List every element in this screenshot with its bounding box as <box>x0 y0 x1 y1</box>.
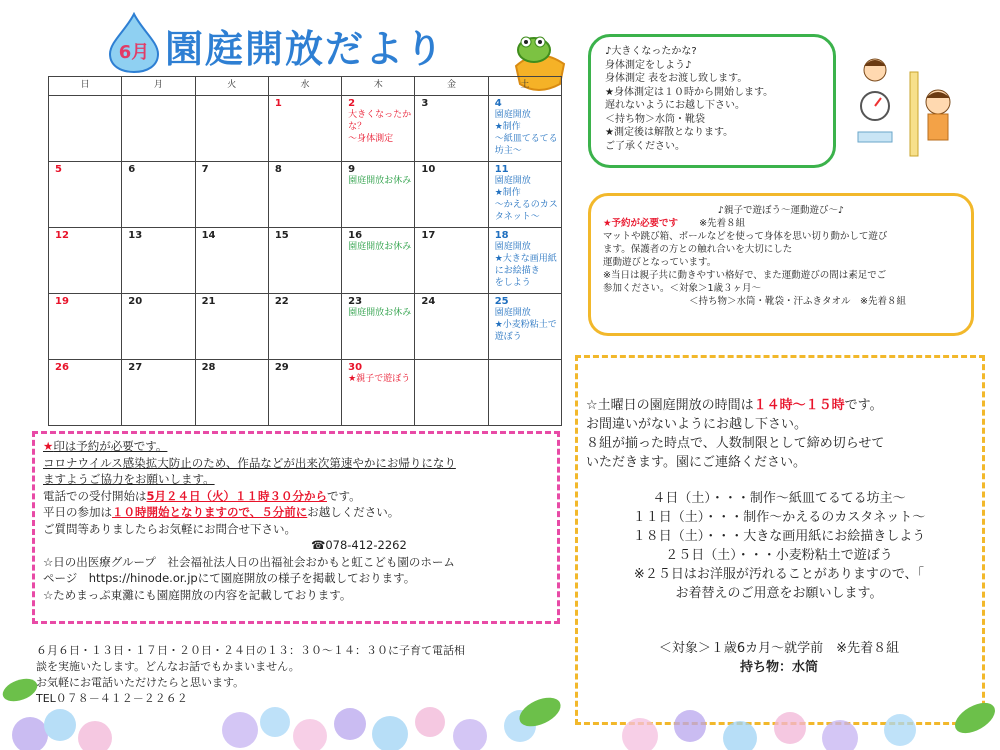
calendar-event-text: 園庭開放お休み <box>348 242 412 252</box>
calendar-event-text: 大きくなったかな？ <box>348 110 412 132</box>
weekday-header: 金 <box>415 77 488 96</box>
day-number: 24 <box>421 296 436 307</box>
notice-line: 印は予約が必要です。 <box>53 439 168 453</box>
calendar-day-cell <box>342 162 415 228</box>
calendar-day-cell <box>268 294 341 360</box>
calendar-day-cell <box>195 96 268 162</box>
calendar-day-cell <box>268 360 341 426</box>
exercise-line: ます。保護者の方との触れ合いを大切にした <box>603 244 793 255</box>
exercise-line: 参加ください。＜対象＞1歳３ヶ月〜 <box>603 283 762 294</box>
calendar-day-cell <box>49 228 122 294</box>
calendar-day-cell <box>49 96 122 162</box>
consult-line: TEL０７８－４１２－２２６２ <box>36 692 188 705</box>
phone-number: ☎078-412-2262 <box>311 538 407 552</box>
calendar-event-text: 〜身体測定 <box>348 134 394 144</box>
calendar-event-text: 園庭開放 <box>494 308 531 318</box>
notice-line: 平日の参加は <box>43 505 112 519</box>
weekend-items: 持ち物：水筒 <box>739 660 818 675</box>
consult-line: お気軽にお電話いただけたらと思います。 <box>36 676 245 689</box>
day-number: 3 <box>421 98 429 109</box>
consult-line: ６月６日・１３日・１７日・２０日・２４日の１３：３０〜１４：３０に子育て電話相 <box>36 644 465 657</box>
calendar-week-row <box>49 360 562 426</box>
exercise-title: ♪親子で遊ぼう〜運動遊び〜♪ <box>717 205 845 216</box>
parent-child-exercise-box <box>588 193 974 336</box>
day-number: 27 <box>128 362 143 373</box>
calendar-event-text: ★制作 <box>494 122 521 132</box>
calendar-grid <box>48 76 562 426</box>
schedule-note: お着替えのご用意をお願いします。 <box>675 586 883 601</box>
page-title: 園庭開放だより <box>165 27 446 71</box>
first-come-note: ※先着８組 <box>699 218 746 229</box>
calendar-event-text: 〜かえるのカスタネット〜 <box>494 200 558 222</box>
children-measuring-icon <box>848 52 976 162</box>
calendar-day-cell <box>49 360 122 426</box>
body-measurement-box <box>588 34 836 168</box>
calendar-day-cell <box>342 96 415 162</box>
calendar-day-cell <box>342 228 415 294</box>
calendar-event-text: ★親子で遊ぼう <box>348 374 411 384</box>
reservation-required: ★予約が必要です <box>603 218 679 229</box>
weekend-time: １４時〜１５時 <box>753 398 845 413</box>
day-number: 1 <box>274 98 282 109</box>
calendar-week-row <box>49 96 562 162</box>
calendar-day-cell <box>122 228 195 294</box>
notice-line: コロナウイルス感染拡大防止のため、作品などが出来次第速やかにお帰りになり <box>43 455 456 470</box>
measure-line: 遅れないようにお越し下さい。 <box>605 100 745 111</box>
day-number: 2 <box>348 98 356 109</box>
day-number <box>489 360 561 362</box>
measure-line: ★測定後は解散となります。 <box>605 127 734 138</box>
calendar-day-cell <box>122 360 195 426</box>
measure-line: ご了承ください。 <box>605 140 685 152</box>
calendar-event-text: ★制作 <box>494 188 521 198</box>
schedule-line: ２５日（土）・・・小麦粉粘土で遊ぼう <box>665 548 893 563</box>
calendar-day-cell <box>415 96 488 162</box>
weekend-line: ８組が揃った時点で、人数制限として締め切らせて <box>586 436 885 451</box>
calendar-week-row <box>49 228 562 294</box>
calendar-day-cell <box>488 162 561 228</box>
notice-line: ご質問等ありましたらお気軽にお問合せ下さい。 <box>43 521 296 536</box>
schedule-line: １１日（土）・・・制作〜かえるのカスタネット〜 <box>632 510 926 525</box>
day-number: 6 <box>128 164 136 175</box>
day-number: 23 <box>348 296 363 307</box>
weekday-header: 日 <box>49 77 122 96</box>
measure-line: ＜持ち物＞水筒・靴袋 <box>605 113 705 125</box>
day-number: 19 <box>55 296 69 307</box>
calendar-event-text: をしよう <box>494 278 531 288</box>
day-number <box>122 96 194 98</box>
measure-line: ★身体測定は１０時から開始します。 <box>605 86 774 98</box>
calendar-day-cell <box>488 294 561 360</box>
weekday-header: 火 <box>195 77 268 96</box>
calendar-day-cell <box>268 96 341 162</box>
day-number: 30 <box>348 362 363 373</box>
calendar-event-text: 園庭開放 <box>494 110 531 120</box>
calendar-day-cell <box>488 96 561 162</box>
exercise-line: 運動遊びとなっています。 <box>603 257 717 268</box>
calendar-day-cell <box>415 228 488 294</box>
calendar-day-cell <box>195 228 268 294</box>
calendar-event-text: 園庭開放お休み <box>348 176 412 186</box>
weekday-header: 水 <box>268 77 341 96</box>
day-number: 15 <box>274 230 289 241</box>
calendar-event-text: 園庭開放お休み <box>348 308 412 318</box>
month-badge-text: 6月 <box>118 42 150 63</box>
calendar-day-cell <box>415 162 488 228</box>
calendar-day-cell <box>195 360 268 426</box>
calendar-event-text: 〜紙皿てるてる坊主〜 <box>494 134 558 156</box>
measure-line: ♪大きくなったかな? <box>605 46 697 57</box>
exercise-line: ※当日は親子共に動きやすい格好で、また運動遊びの間は素足でご <box>603 270 887 281</box>
day-number: 10 <box>421 164 436 175</box>
weekday-header: 土 <box>488 77 561 96</box>
day-number <box>49 96 121 98</box>
reservation-start-date: 5月２４日（火）１１時３０分から <box>146 488 327 503</box>
calendar-day-cell <box>342 360 415 426</box>
exercise-items: ＜持ち物＞水筒・靴袋・汗ふきタオル ※先着８組 <box>689 296 906 307</box>
day-number: 11 <box>494 164 509 175</box>
calendar-day-cell <box>122 294 195 360</box>
schedule-note: ※２５日はお洋服が汚れることがありますので、「 <box>633 567 925 582</box>
day-number <box>415 360 487 362</box>
calendar-day-cell <box>488 228 561 294</box>
calendar-day-cell <box>122 96 195 162</box>
notice-line: ページ https://hinode.or.jpにて園庭開放の様子を掲載しております。 <box>43 571 416 585</box>
notice-line-end: です。 <box>327 488 361 503</box>
calendar-event-text: ★大きな画用紙にお絵描き <box>494 254 557 276</box>
weekend-intro: ☆土曜日の園庭開放の時間は <box>586 398 754 413</box>
day-number: 29 <box>274 362 289 373</box>
calendar-day-cell <box>49 162 122 228</box>
weekend-target: ＜対象＞１歳6カ月〜就学前 ※先着８組 <box>658 641 900 656</box>
day-number: 17 <box>421 230 436 241</box>
day-number: 22 <box>274 296 289 307</box>
day-number: 21 <box>201 296 216 307</box>
calendar-body <box>49 96 562 426</box>
schedule-line: １８日（土）・・・大きな画用紙にお絵描きしよう <box>632 529 926 544</box>
day-number: 12 <box>55 230 69 241</box>
calendar-event-text: 園庭開放 <box>494 242 531 252</box>
schedule-line: ４日（土）・・・制作〜紙皿てるてる坊主〜 <box>652 491 906 506</box>
day-number: 26 <box>55 362 69 373</box>
weekday-start-note: １０時開始となりますので、５分前に <box>112 505 308 519</box>
day-number: 16 <box>348 230 363 241</box>
calendar-event-text: ★小麦粉粘土で遊ぼう <box>494 320 557 342</box>
day-number: 18 <box>494 230 509 241</box>
calendar-day-cell <box>268 228 341 294</box>
star-mark: ★ <box>43 439 54 453</box>
weekend-line: いただきます。園にご連絡ください。 <box>586 455 806 470</box>
day-number <box>196 96 268 98</box>
calendar-week-row <box>49 294 562 360</box>
calendar-day-cell <box>342 294 415 360</box>
day-number: 7 <box>201 164 209 175</box>
day-number: 28 <box>201 362 216 373</box>
calendar-day-cell <box>49 294 122 360</box>
calendar-day-cell <box>415 360 488 426</box>
weekend-line: お間違いがないようにお越し下さい。 <box>586 417 808 432</box>
measure-line: 身体測定 表をお渡し致します。 <box>605 73 748 84</box>
day-number: 14 <box>201 230 216 241</box>
calendar-day-cell <box>122 162 195 228</box>
day-number: 4 <box>494 98 502 109</box>
notice-line: ☆日の出医療グループ 社会福祉法人日の出福祉会おかもと虹こども園のホーム <box>43 554 455 569</box>
calendar-header-row <box>49 77 562 96</box>
calendar-day-cell <box>488 360 561 426</box>
weekday-header: 木 <box>342 77 415 96</box>
calendar-event-text: 園庭開放 <box>494 176 531 186</box>
calendar-week-row <box>49 162 562 228</box>
weekend-intro-end: です。 <box>844 398 883 413</box>
measure-line: 身体測定をしよう♪ <box>605 59 692 71</box>
calendar-day-cell <box>415 294 488 360</box>
notice-line: ますようご協力をお願いします。 <box>43 472 215 486</box>
weekday-header: 月 <box>122 77 195 96</box>
notice-line: 電話での受付開始は <box>43 488 147 503</box>
hydrangea-decoration-icon <box>0 650 1000 750</box>
day-number: 20 <box>128 296 143 307</box>
calendar-day-cell <box>268 162 341 228</box>
month-water-drop-icon <box>104 12 164 74</box>
day-number: 13 <box>128 230 143 241</box>
exercise-line: マットや跳び箱、ボールなどを使って身体を思い切り動かして遊び <box>603 231 888 242</box>
day-number: 25 <box>494 296 509 307</box>
notice-line-end: お越しください。 <box>307 505 400 519</box>
consult-line: 談を実施いたします。どんなお話でもかまいません。 <box>36 660 300 673</box>
calendar-day-cell <box>195 294 268 360</box>
day-number: 5 <box>55 164 62 175</box>
day-number: 8 <box>274 164 282 175</box>
notice-line: ☆ためまっぷ東灘にも園庭開放の内容を記載しております。 <box>43 587 352 602</box>
notice-box <box>32 431 560 624</box>
calendar-day-cell <box>195 162 268 228</box>
day-number: 9 <box>348 164 356 175</box>
